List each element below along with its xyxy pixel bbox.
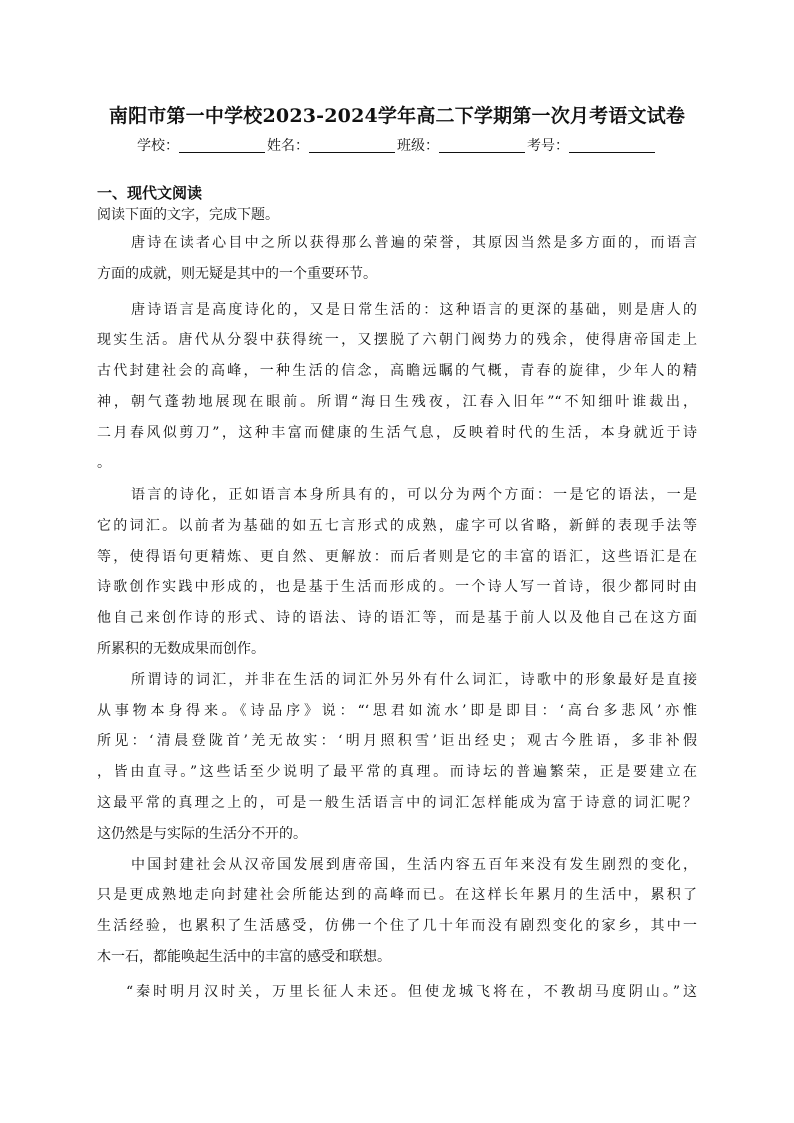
passage-line: 神，朝气蓬勃地展现在眼前。所谓“海日生残夜，江春入旧年”“不知细叶谁裁出，: [97, 394, 697, 410]
passage-line: 只是更成熟地走向封建社会所能达到的高峰而已。在这样长年累月的生活中，累积了: [97, 887, 697, 903]
passage-line: 所累积的无数成果而创作。: [97, 641, 265, 657]
exam-number-label: 考号：: [527, 138, 569, 154]
section-heading: 一、现代文阅读: [97, 184, 203, 202]
passage-line: 生活经验，也累积了生活感受，仿佛一个住了几十年而没有剧烈变化的家乡，其中一: [97, 918, 697, 934]
passage-line: 它的词汇。以前者为基础的如五七言形式的成熟，虚字可以省略，新鲜的表现手法等: [97, 518, 697, 534]
passage-line: 所见：‘清晨登陇首’羌无故实：‘明月照积雪’讵出经史；观古今胜语，多非补假: [97, 733, 697, 749]
passage-line: 唐诗在读者心目中之所以获得那么普遍的荣誉，其原因当然是多方面的，而语言: [131, 235, 697, 251]
passage-line: 所谓诗的词汇，并非在生活的词汇外另外有什么词汇，诗歌中的形象最好是直接: [131, 672, 697, 688]
passage-line: “秦时明月汉时关，万里长征人未还。但使龙城飞将在，不教胡马度阴山。”这: [126, 984, 697, 1000]
passage-line: 这仍然是与实际的生活分不开的。: [97, 826, 307, 842]
passage-line: 等，使得语句更精炼、更自然、更解放：而后者则是它的丰富的语汇，这些语汇是在: [97, 549, 697, 565]
student-info-line: [0, 135, 794, 155]
school-blank: [179, 138, 265, 153]
passage-line: 语言的诗化，正如语言本身所具有的，可以分为两个方面：一是它的语法，一是: [131, 487, 697, 503]
page-title: 南阳市第一中学校2023-2024学年高二下学期第一次月考语文试卷: [108, 105, 686, 127]
passage-line: 从事物本身得来。《诗品序》说：“‘思君如流水’即是即目：‘高台多悲风’亦惟: [97, 703, 697, 719]
class-label: 班级：: [397, 138, 439, 154]
school-label: 学校：: [137, 138, 179, 154]
passage-line: 二月春风似剪刀”，这种丰富而健康的生活气息，反映着时代的生活，本身就近于诗: [97, 425, 697, 441]
class-blank: [439, 138, 525, 153]
reading-instruction: 阅读下面的文字，完成下题。: [97, 207, 279, 223]
passage-line: 这最平常的真理之上的，可是一般生活语言中的词汇怎样能成为富于诗意的词汇呢？: [97, 795, 697, 811]
passage-line: 诗歌创作实践中形成的，也是基于生活而形成的。一个诗人写一首诗，很少都同时由: [97, 579, 697, 595]
passage-line: 。: [97, 455, 111, 471]
passage-line: 现实生活。唐代从分裂中获得统一，又摆脱了六朝门阀势力的残余，使得唐帝国走上: [97, 332, 697, 348]
passage-line: 唐诗语言是高度诗化的，又是日常生活的：这种语言的更深的基础，则是唐人的: [131, 302, 697, 318]
name-blank: [309, 138, 395, 153]
passage-line: 木一石，都能唤起生活中的丰富的感受和联想。: [97, 949, 391, 965]
passage-line: ，皆由直寻。”这些话至少说明了最平常的真理。而诗坛的普遍繁荣，正是要建立在: [97, 764, 697, 780]
passage-line: 方面的成就，则无疑是其中的一个重要环节。: [97, 266, 377, 282]
exam-number-blank: [569, 138, 655, 153]
passage-line: 古代封建社会的高峰，一种生活的信念，高瞻远瞩的气概，青春的旋律，少年人的精: [97, 363, 697, 379]
passage-line: 中国封建社会从汉帝国发展到唐帝国，生活内容五百年来没有发生剧烈的变化，: [131, 857, 697, 873]
name-label: 姓名：: [267, 138, 309, 154]
passage-line: 他自己来创作诗的形式、诗的语法、诗的语汇等，而是基于前人以及他自己在这方面: [97, 610, 697, 626]
